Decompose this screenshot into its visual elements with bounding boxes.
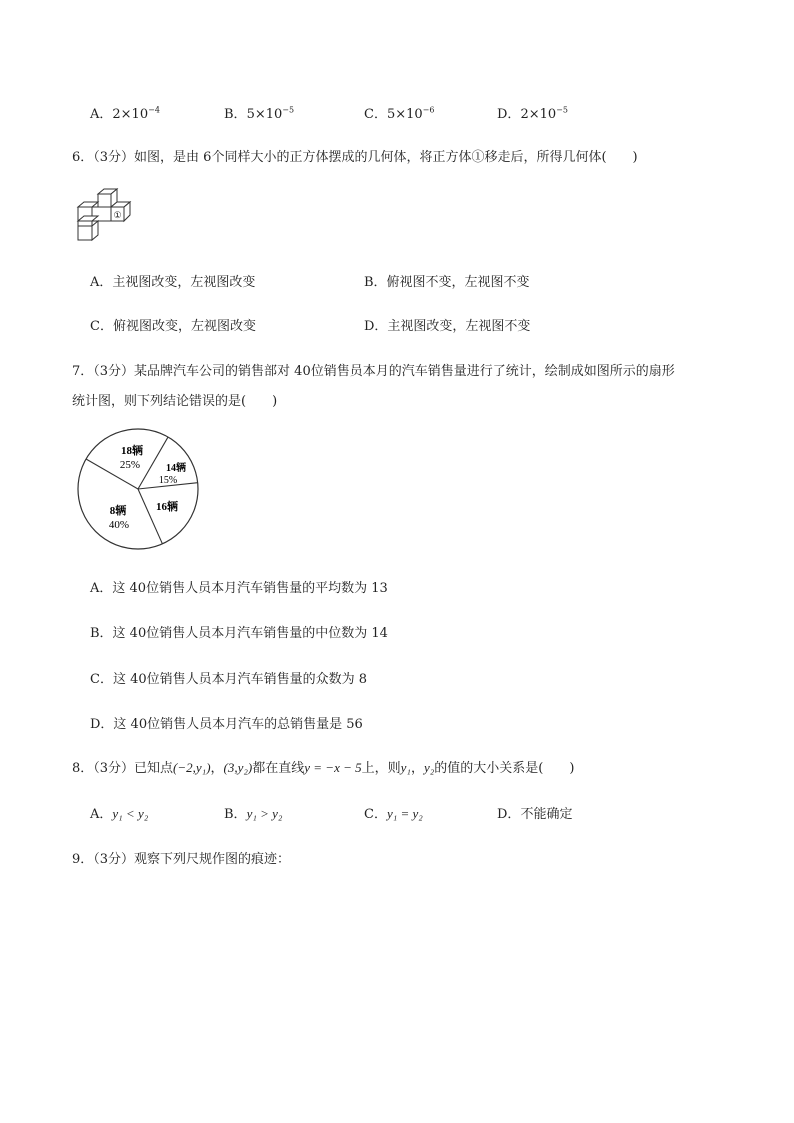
q8-stem: 8．（3分）已知点(−2,y₁)，(3,y₂)都在直线y = −x − 5上，则y₁，y₂的值的大小关系是( )	[72, 760, 575, 776]
q9-stem: 9．（3分）观察下列尺规作图的痕迹：	[72, 852, 291, 867]
q6-option-a: A．主视图改变，左视图改变	[90, 275, 256, 290]
cube-1-label: ①	[113, 210, 122, 220]
pie-percent-15: 15%	[158, 475, 178, 486]
pie-label-18: 18辆	[121, 445, 143, 457]
pie-label-14: 14辆	[166, 463, 186, 474]
q5-option-a: A．$2\times 10^{-4}$	[90, 105, 160, 122]
q7-option-b: B．这 40位销售人员本月汽车销售量的中位数为 14	[90, 626, 388, 641]
pie-label-16: 16辆	[156, 501, 178, 513]
q7-stem-line2: 统计图，则下列结论错误的是( )	[72, 394, 278, 409]
cube-bottom-side	[92, 221, 98, 240]
q8-option-a: A．y₁ < y₂	[90, 806, 149, 822]
pie-label-8: 8辆	[109, 505, 127, 517]
q6-cube-figure	[72, 188, 138, 244]
cube-back-left-top	[78, 202, 98, 207]
pie-percent-40: 40%	[108, 519, 130, 531]
q8-point1: (−2,y₁)	[173, 760, 211, 775]
q8-option-d: D．不能确定	[497, 807, 573, 822]
q6-option-b: B．俯视图不变，左视图不变	[364, 275, 530, 290]
q8-option-b: B．y₁ > y₂	[224, 806, 283, 822]
q6-option-d: D．主视图改变，左视图不变	[364, 319, 531, 334]
q8-point2: (3,y₂)	[223, 760, 253, 775]
q8-option-c: C．y₁ = y₂	[364, 806, 423, 822]
q7-option-c: C．这 40位销售人员本月汽车销售量的众数为 8	[90, 672, 368, 687]
q7-option-a: A．这 40位销售人员本月汽车销售量的平均数为 13	[90, 581, 388, 596]
q8-line-equation: y = −x − 5	[304, 760, 362, 775]
q5-option-b: B．$5\times 10^{-5}$	[224, 105, 295, 122]
q7-stem-line1: 7．（3分）某品牌汽车公司的销售部对 40位销售员本月的汽车销售量进行了统计，绘制成如图所示的扇形	[72, 364, 675, 379]
q5-option-d: D．$2\times 10^{-5}$	[497, 105, 568, 122]
q7-pie-chart	[72, 428, 212, 554]
q7-option-d: D．这 40位销售人员本月汽车的总销售量是 56	[90, 717, 363, 732]
q5-option-c: C．$5\times 10^{-6}$	[364, 105, 435, 122]
cube-top-front	[98, 194, 111, 207]
q6-stem: 6．（3分）如图，是由 6个同样大小的正方体摆成的几何体，将正方体①移走后，所得几何体( )	[72, 150, 638, 165]
q6-option-c: C．俯视图改变，左视图改变	[90, 319, 256, 334]
pie-percent-25: 25%	[119, 459, 141, 471]
cube-bottom-front	[78, 226, 92, 240]
